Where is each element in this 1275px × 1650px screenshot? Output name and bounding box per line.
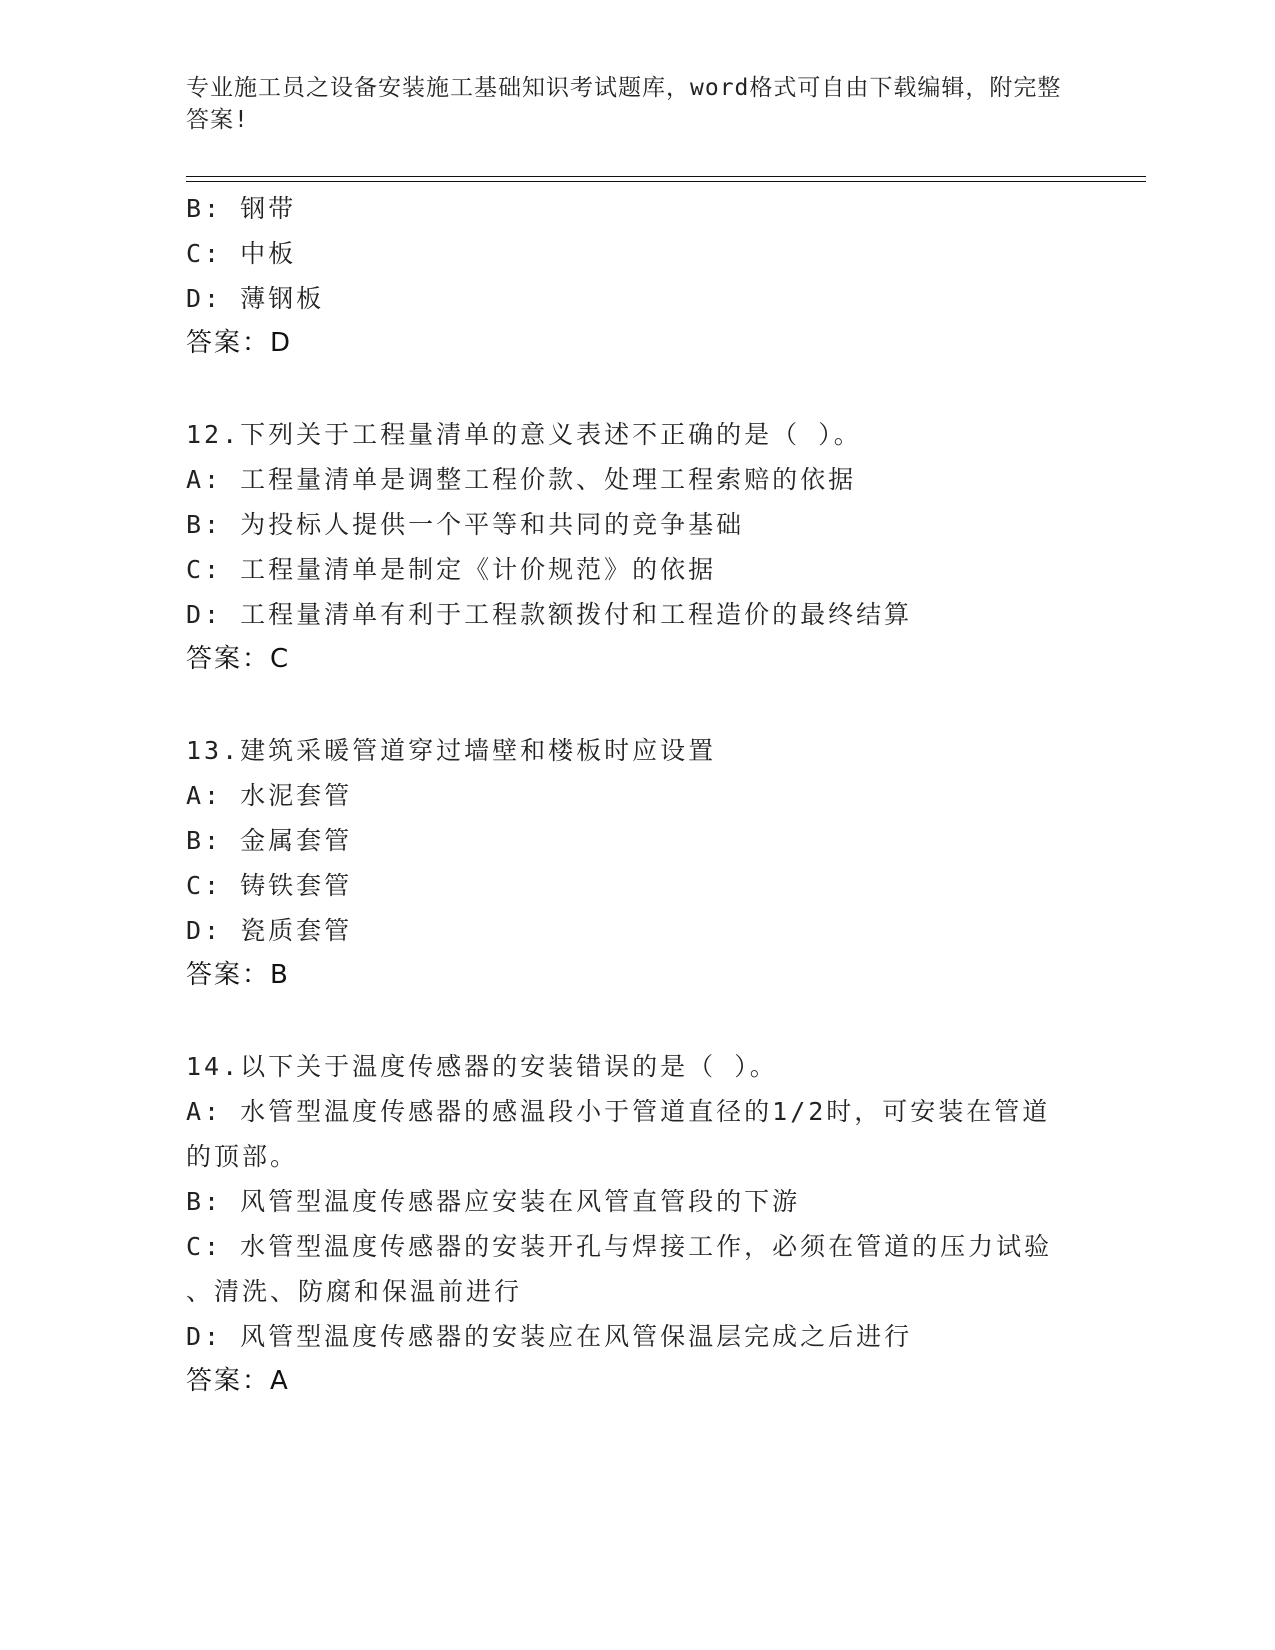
spacer — [186, 998, 1086, 1044]
question-13-block — [186, 728, 1086, 998]
q11-option-c: C: 中板 — [186, 239, 297, 268]
q14-option-c-line2: 、清洗、防腐和保温前进行 — [186, 1277, 523, 1306]
q14-answer: 答案：A — [186, 1366, 290, 1396]
question-12-block — [186, 412, 1086, 682]
q11-option-d: D: 薄钢板 — [186, 284, 325, 313]
q12-answer: 答案：C — [186, 644, 291, 674]
header-divider-top — [186, 176, 1146, 177]
q14-option-d: D: 风管型温度传感器的安装应在风管保温层完成之后进行 — [186, 1322, 913, 1351]
q13-option-d: D: 瓷质套管 — [186, 916, 353, 945]
q14-question: 14.以下关于温度传感器的安装错误的是（ ）。 — [186, 1052, 778, 1081]
q12-option-c: C: 工程量清单是制定《计价规范》的依据 — [186, 555, 717, 584]
q13-answer: 答案：B — [186, 960, 290, 990]
header-divider-bottom — [186, 181, 1146, 182]
q12-question: 12.下列关于工程量清单的意义表述不正确的是（ ）。 — [186, 420, 862, 449]
q14-option-b: B: 风管型温度传感器应安装在风管直管段的下游 — [186, 1187, 801, 1216]
q13-option-c: C: 铸铁套管 — [186, 871, 353, 900]
q14-option-a-line1: A: 水管型温度传感器的感温段小于管道直径的1/2时，可安装在管道 — [186, 1097, 1051, 1126]
spacer — [186, 366, 1086, 412]
question-content — [186, 186, 1086, 1404]
q14-option-c-line1: C: 水管型温度传感器的安装开孔与焊接工作，必须在管道的压力试验 — [186, 1232, 1053, 1261]
question-14-block — [186, 1044, 1086, 1404]
q11-option-b: B: 钢带 — [186, 194, 297, 223]
document-header-title: 专业施工员之设备安装施工基础知识考试题库，word格式可自由下载编辑，附完整答案! — [186, 75, 1062, 133]
q12-option-b: B: 为投标人提供一个平等和共同的竞争基础 — [186, 510, 745, 539]
q13-option-b: B: 金属套管 — [186, 826, 353, 855]
spacer — [186, 682, 1086, 728]
q12-option-a: A: 工程量清单是调整工程价款、处理工程索赔的依据 — [186, 465, 857, 494]
q11-answer: 答案：D — [186, 328, 293, 358]
q12-option-d: D: 工程量清单有利于工程款额拨付和工程造价的最终结算 — [186, 600, 913, 629]
question-11-block — [186, 186, 1086, 366]
q13-option-a: A: 水泥套管 — [186, 781, 353, 810]
q13-question: 13.建筑采暖管道穿过墙壁和楼板时应设置 — [186, 736, 717, 765]
q14-option-a-line2: 的顶部。 — [186, 1142, 299, 1171]
